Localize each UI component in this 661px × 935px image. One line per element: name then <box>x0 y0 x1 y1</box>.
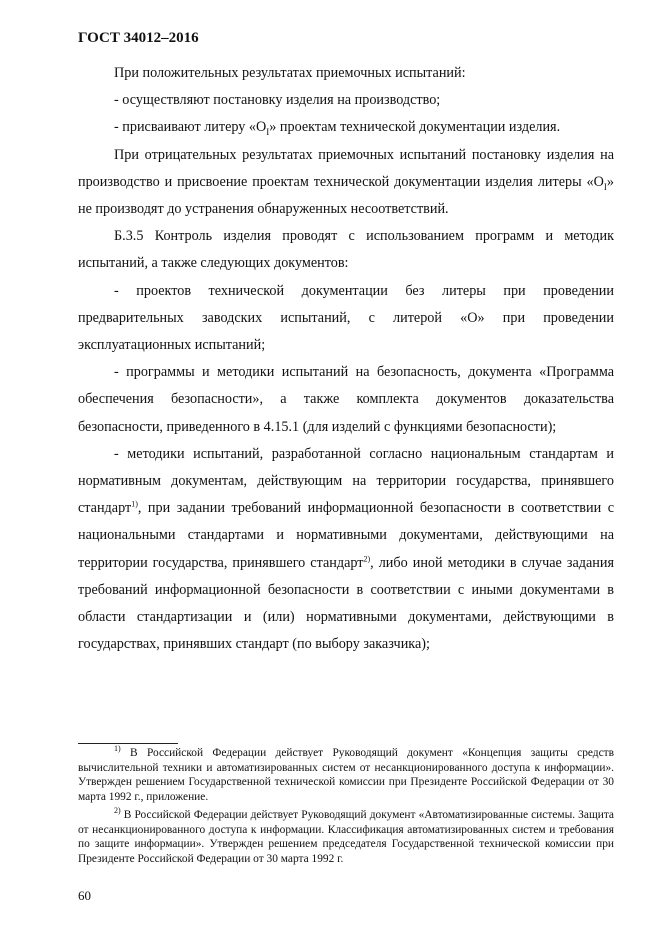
list-item-safety-programs: - программы и методики испытаний на безопасность, документа «Программа обеспечения безопасности», а также комплекта документов доказательства безопасности, приведенного в 4.15.1 (для изделий с функциями безопасности); <box>78 364 614 435</box>
footnote-text: В Российской Федерации действует Руководящий документ «Автоматизированные системы. Защита от несанкционированного доступа к информации. Классификация автоматизированных систем и требования по защите информации». Утвержден решением председателя Государственной технической комиссии при Президенте Российской Федерации от 30 марта 1992 г. <box>78 809 614 865</box>
text-segment: - методики испытаний, разработанной согласно национальным стандартам и нормативным документам, действующим на территории государства, принявшего стандарт <box>78 445 614 517</box>
main-text <box>78 60 614 658</box>
footnote-separator <box>78 743 178 744</box>
text-segment: - присваивают литеру «О <box>114 119 267 136</box>
page-number: 60 <box>78 888 91 903</box>
text-segment: , при задании требований информационной безопасности в соответствии с национальными стандартами и нормативными документами, действующими на территории государства, принявшего стандарт <box>78 500 614 571</box>
document-header: ГОСТ 34012–2016 <box>78 30 199 46</box>
paragraph-acceptance-negative <box>78 142 614 224</box>
footnote-1 <box>78 746 614 804</box>
footnote-text: В Российской Федерации действует Руководящий документ «Концепция защиты средств вычислительной техники и автоматизированных систем от несанкционированного доступа к информации». Утвержден решением Государственной технической комиссии при Президенте Российской Федерации от 30 марта 1992 г., приложение. <box>78 747 614 803</box>
footnote-ref: 1) <box>131 499 138 509</box>
paragraph-b-3-5: Б.3.5 Контроль изделия проводят с использованием программ и методик испытаний, а также следующих документов: <box>78 228 614 272</box>
text-segment: » не производят до устранения обнаруженных несоответствий. <box>78 173 614 218</box>
paragraph-acceptance-positive: При положительных результатах приемочных испытаний: <box>114 65 466 81</box>
list-item-letter <box>78 114 614 141</box>
footnote-mark: 2) <box>114 806 121 816</box>
list-item-projects: - проектов технической документации без литеры при проведении предварительных заводских испытаний, с литерой «О» при проведении эксплуатационных испытаний; <box>78 282 614 354</box>
text-segment: » проектам технической документации изделия. <box>269 119 561 136</box>
list-item-test-methods <box>78 441 614 659</box>
text-segment: При отрицательных результатах приемочных испытаний постановку изделия на производство и присвоение проектам технической документации изделия литеры «О <box>78 146 614 190</box>
footnote-ref: 2) <box>363 553 371 563</box>
text-segment: , либо иной методики в случае задания требований информационной безопасности в соответствии с иными документами в области стандартизации и (или) нормативными документами, действующими в государствах, принявших стандарт (по выбору заказчика); <box>78 554 615 653</box>
subscript: I <box>603 181 607 192</box>
list-item-production: - осуществляют постановку изделия на производство; <box>114 92 441 109</box>
footnote-mark: 1) <box>114 744 121 754</box>
subscript: I <box>266 127 270 138</box>
footnote-2 <box>78 808 614 866</box>
